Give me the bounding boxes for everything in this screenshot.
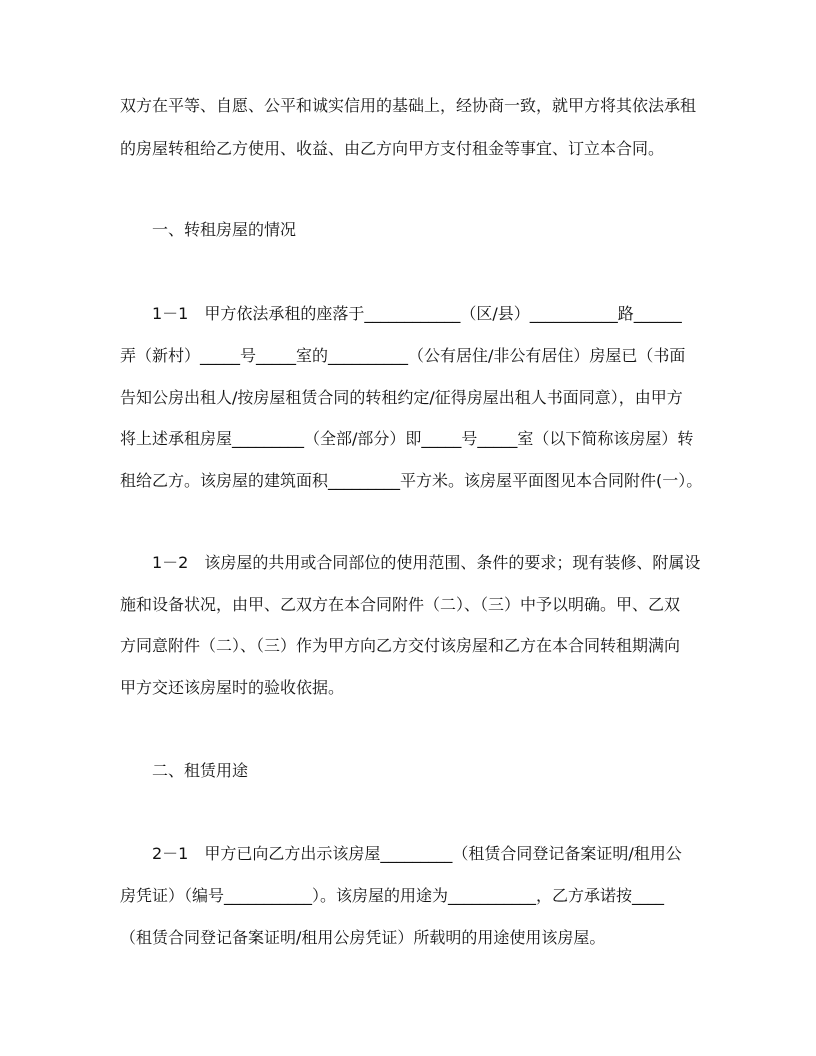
clause-2-1-line-2: 房凭证）（编号___________）。该房屋的用途为___________，乙方承诺按____ [120,886,665,905]
section-2-heading: 二、租赁用途 [152,761,249,780]
clause-1-2-line-3: 方同意附件（二）、（三）作为甲方向乙方交付该房屋和乙方在本合同转租期满向 [120,636,681,655]
clause-1-2-line-2: 施和设备状况，由甲、乙双方在本合同附件（二）、（三）中予以明确。甲、乙双 [120,595,681,614]
clause-1-1-line-3: 告知公房出租人/按房屋租赁合同的转租约定/征得房屋出租人书面同意），由甲方 [120,388,683,407]
clause-1-2-line-4: 甲方交还该房屋时的验收依据。 [120,678,345,697]
clause-1-1-line-5: 租给乙方。该房屋的建筑面积_________平方米。该房屋平面图见本合同附件(一）。 [120,471,703,490]
clause-2-1-line-1: 2－1 甲方已向乙方出示该房屋_________（租赁合同登记备案证明/租用公 [152,844,682,863]
intro-line-1: 双方在平等、自愿、公平和诚实信用的基础上，经协商一致，就甲方将其依法承租 [120,96,697,115]
clause-1-1-line-2: 弄（新村）_____号_____室的__________（公有居住/非公有居住）房屋已（书面 [120,346,686,365]
section-1-heading: 一、转租房屋的情况 [152,220,297,239]
clause-1-2-line-1: 1－2 该房屋的共用或合同部位的使用范围、条件的要求；现有装修、附属设 [152,553,701,572]
clause-1-1-line-4: 将上述承租房屋_________（全部/部分）即_____号_____室（以下简称该房屋）转 [120,429,694,448]
clause-2-1-line-3: （租赁合同登记备案证明/租用公房凭证）所载明的用途使用该房屋。 [120,928,606,947]
clause-1-1-line-1: 1－1 甲方依法承租的座落于____________（区/县）___________路______ [152,304,682,323]
intro-line-2: 的房屋转租给乙方使用、收益、由乙方向甲方支付租金等事宜、订立本合同。 [120,139,665,158]
